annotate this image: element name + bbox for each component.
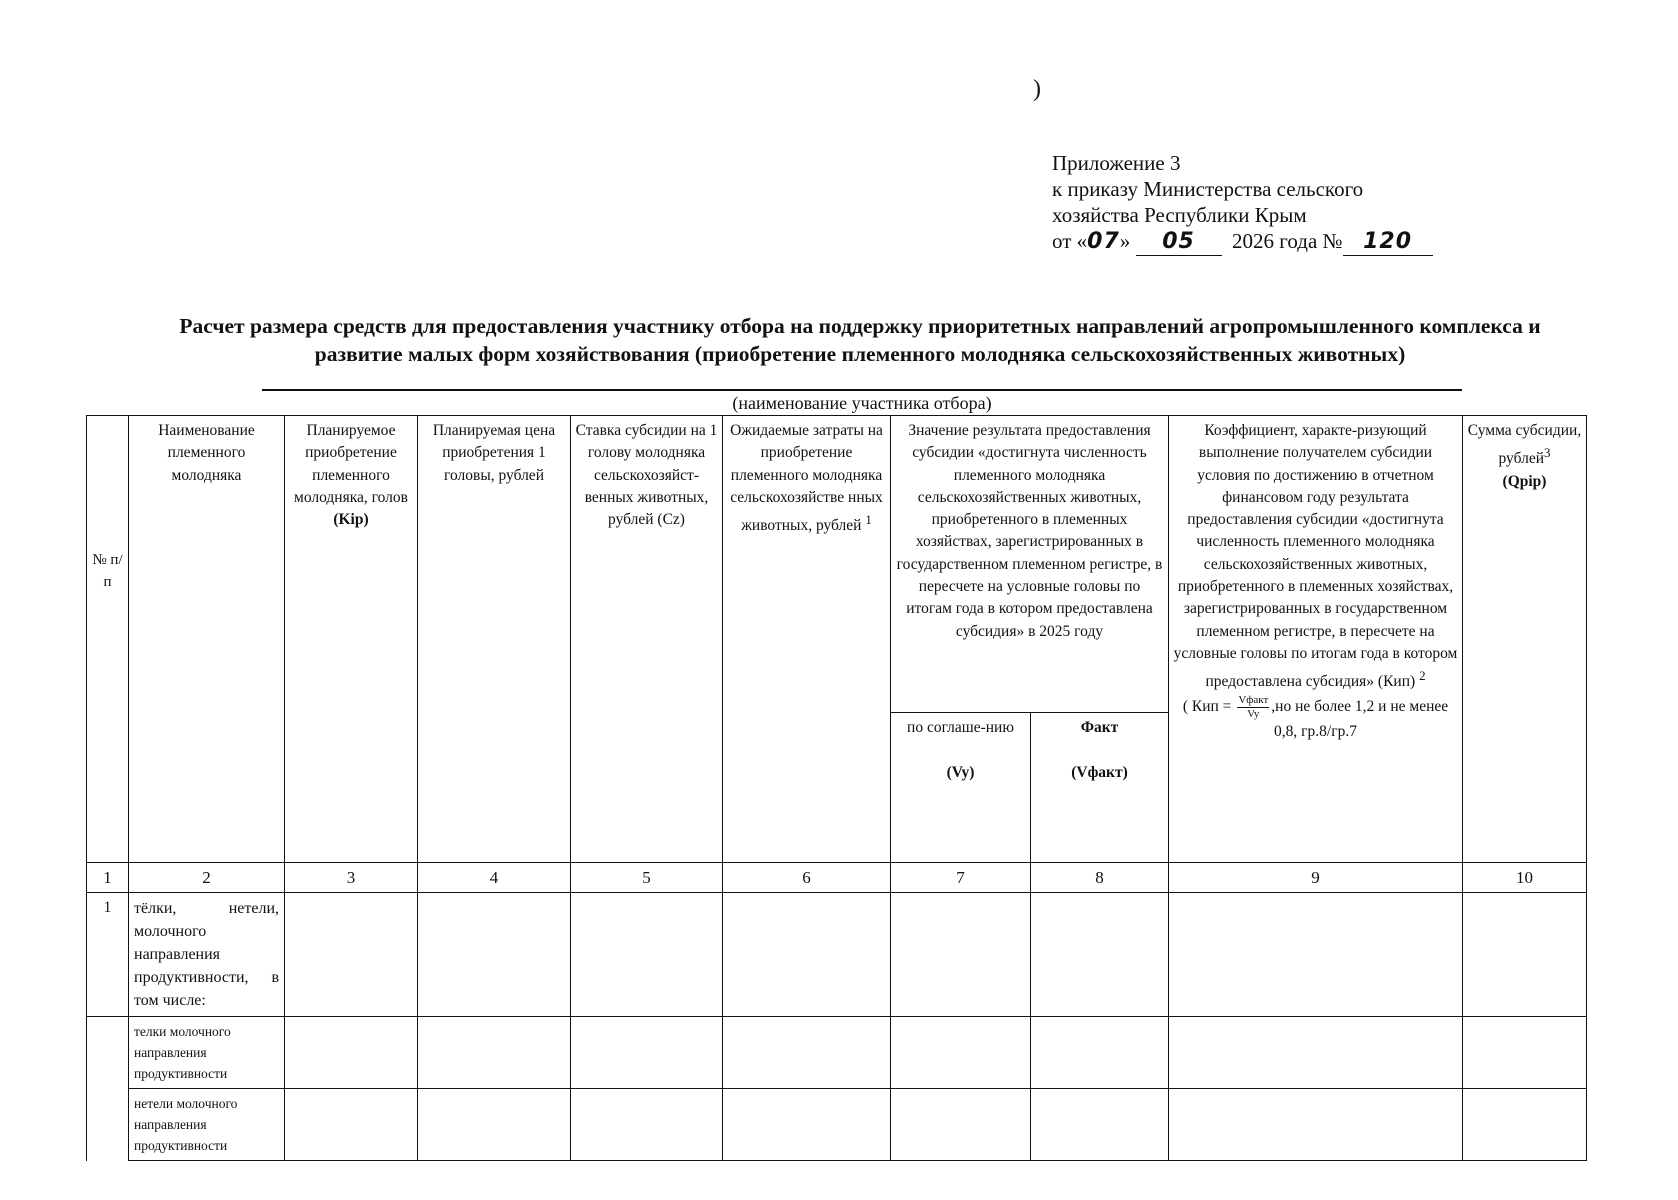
header-actual: Факт (Vфакт)	[1031, 713, 1169, 863]
cell-planned-purchase	[285, 893, 418, 1017]
date-quote-close: »	[1119, 229, 1131, 253]
footnote-3-mark: 3	[1544, 445, 1551, 461]
row-number: 1	[87, 893, 129, 1017]
row-number	[87, 1017, 129, 1089]
header-planned-price: Планируемая цена приобретения 1 головы, рублей	[418, 416, 571, 863]
cell-planned-price	[418, 1089, 571, 1161]
header-coefficient: Коэффициент, характе-ризующий выполнение получателем субсидии условия по достижению в отчетном финансовом году результата предоставления субсидии «достигнута численность племенного молодняка сельскохозяйственных животных, приобретенного в племенных хозяйствах, зарегистрированных в государственном племенном регистре, в пересчете на условные головы по итогам года в котором предоставлена субсидия» (Кип) $^2$ ( Кип = $\frac{\text{Vфакт}}{Vy}$ ,но не более 1,2 и не менее 0,8, гр.8/гр.7	[1169, 416, 1463, 863]
date-year-text: 2026 года №	[1232, 229, 1343, 253]
header-code-vy: (Vy)	[946, 763, 975, 781]
formula-fraction	[1237, 694, 1269, 721]
cell-subsidy-rate	[571, 893, 723, 1017]
column-number: 2	[129, 863, 285, 893]
participant-name-line	[262, 389, 1462, 391]
header-code-vfact: (Vфакт)	[1071, 763, 1128, 781]
header-code-kip: (Kip)	[333, 511, 369, 529]
column-number: 4	[418, 863, 571, 893]
footnote-2-mark: 2	[1419, 668, 1426, 684]
handwritten-day: 07	[1087, 229, 1120, 254]
title-line-1: Расчет размера средств для предоставления участнику отбора на поддержку приоритетных направлений агропромышленного комплекса и	[179, 314, 1541, 338]
table-row	[87, 893, 1587, 1017]
fraction-numerator: Vфакт	[1238, 693, 1269, 706]
cell-subsidy-sum	[1463, 1089, 1587, 1161]
header-result-value: Значение результата предоставления субсидии «достигнута численность племенного молодняка сельскохозяйственных животных, приобретенного в племенных хозяйствах, зарегистрированных в государственном племенном регистре, в пересчете на условные головы по итогам года в котором предоставлена субсидия» в 2025 году	[891, 416, 1169, 713]
header-number: № п/п	[87, 416, 129, 863]
cell-coefficient	[1169, 1089, 1463, 1161]
table-row	[87, 1017, 1587, 1089]
cell-actual	[1031, 893, 1169, 1017]
header-row-main	[87, 416, 1587, 713]
cell-coefficient	[1169, 1017, 1463, 1089]
column-number: 1	[87, 863, 129, 893]
handwritten-number-field	[1343, 228, 1433, 256]
formula-prefix: ( Кип =	[1182, 697, 1232, 715]
title-line-2: развитие малых форм хозяйствования (приобретение племенного молодняка сельскохозяйственных животных)	[314, 342, 1406, 366]
column-number: 8	[1031, 863, 1169, 893]
fraction-denominator: Vy	[1247, 707, 1260, 720]
cell-expected-costs	[723, 1089, 891, 1161]
column-number: 10	[1463, 863, 1587, 893]
header-code-qpip: (Qpip)	[1502, 472, 1547, 490]
cell-actual	[1031, 1089, 1169, 1161]
column-number: 5	[571, 863, 723, 893]
handwritten-month-field	[1136, 228, 1222, 256]
handwritten-month: 05	[1162, 229, 1195, 254]
header-subsidy-sum: Сумма субсидии, рублей$^3$ (Qpip)	[1463, 416, 1587, 863]
row-animal-name: нетели молочного направления продуктивности	[129, 1089, 285, 1161]
header-subsidy-rate: Ставка субсидии на 1 голову молодняка сельскохозяйст-венных животных, рублей (Cz)	[571, 416, 723, 863]
header-expected-costs: Ожидаемые затраты на приобретение племенного молодняка сельскохозяйстве нных животных, рублей $^1$	[723, 416, 891, 863]
row-animal-name: телки молочного направления продуктивности	[129, 1017, 285, 1089]
cell-expected-costs	[723, 893, 891, 1017]
stray-mark: )	[1033, 76, 1041, 102]
row-animal-name: тёлки, нетели, молочного направления продуктивности, в том числе:	[129, 893, 285, 1017]
appendix-line-3: хозяйства Республики Крым	[1052, 203, 1307, 227]
calculation-table-wrap	[86, 415, 1586, 1161]
appendix-date-line	[1052, 228, 1433, 256]
cell-actual	[1031, 1017, 1169, 1089]
cell-planned-price	[418, 893, 571, 1017]
column-number: 6	[723, 863, 891, 893]
cell-by-agreement	[891, 1089, 1031, 1161]
cell-subsidy-sum	[1463, 1017, 1587, 1089]
cell-planned-price	[418, 1017, 571, 1089]
cell-by-agreement	[891, 893, 1031, 1017]
footnote-1-mark: 1	[865, 512, 872, 528]
document-title	[100, 312, 1620, 368]
cell-planned-purchase	[285, 1089, 418, 1161]
participant-caption: (наименование участника отбора)	[732, 393, 992, 413]
column-number: 7	[891, 863, 1031, 893]
header-name: Наименование племенного молодняка	[129, 416, 285, 863]
header-by-agreement: по соглаше-нию (Vy)	[891, 713, 1031, 863]
calculation-table	[86, 415, 1587, 1161]
table-row	[87, 1089, 1587, 1161]
cell-subsidy-rate	[571, 1017, 723, 1089]
column-numbers-row	[87, 863, 1587, 893]
appendix-line-1: Приложение 3	[1052, 151, 1181, 175]
handwritten-number: 120	[1363, 229, 1413, 254]
cell-coefficient	[1169, 893, 1463, 1017]
formula-suffix: ,но не более 1,2 и не менее 0,8, гр.8/гр.7	[1271, 697, 1449, 740]
appendix-header	[1052, 150, 1433, 256]
appendix-line-2: к приказу Министерства сельского	[1052, 177, 1364, 201]
row-number	[87, 1089, 129, 1161]
cell-expected-costs	[723, 1017, 891, 1089]
cell-planned-purchase	[285, 1017, 418, 1089]
column-number: 9	[1169, 863, 1463, 893]
cell-subsidy-sum	[1463, 893, 1587, 1017]
cell-by-agreement	[891, 1017, 1031, 1089]
cell-subsidy-rate	[571, 1089, 723, 1161]
column-number: 3	[285, 863, 418, 893]
header-planned-purchase: Планируемое приобретение племенного молодняка, голов (Kip)	[285, 416, 418, 863]
date-prefix: от «	[1052, 229, 1088, 253]
